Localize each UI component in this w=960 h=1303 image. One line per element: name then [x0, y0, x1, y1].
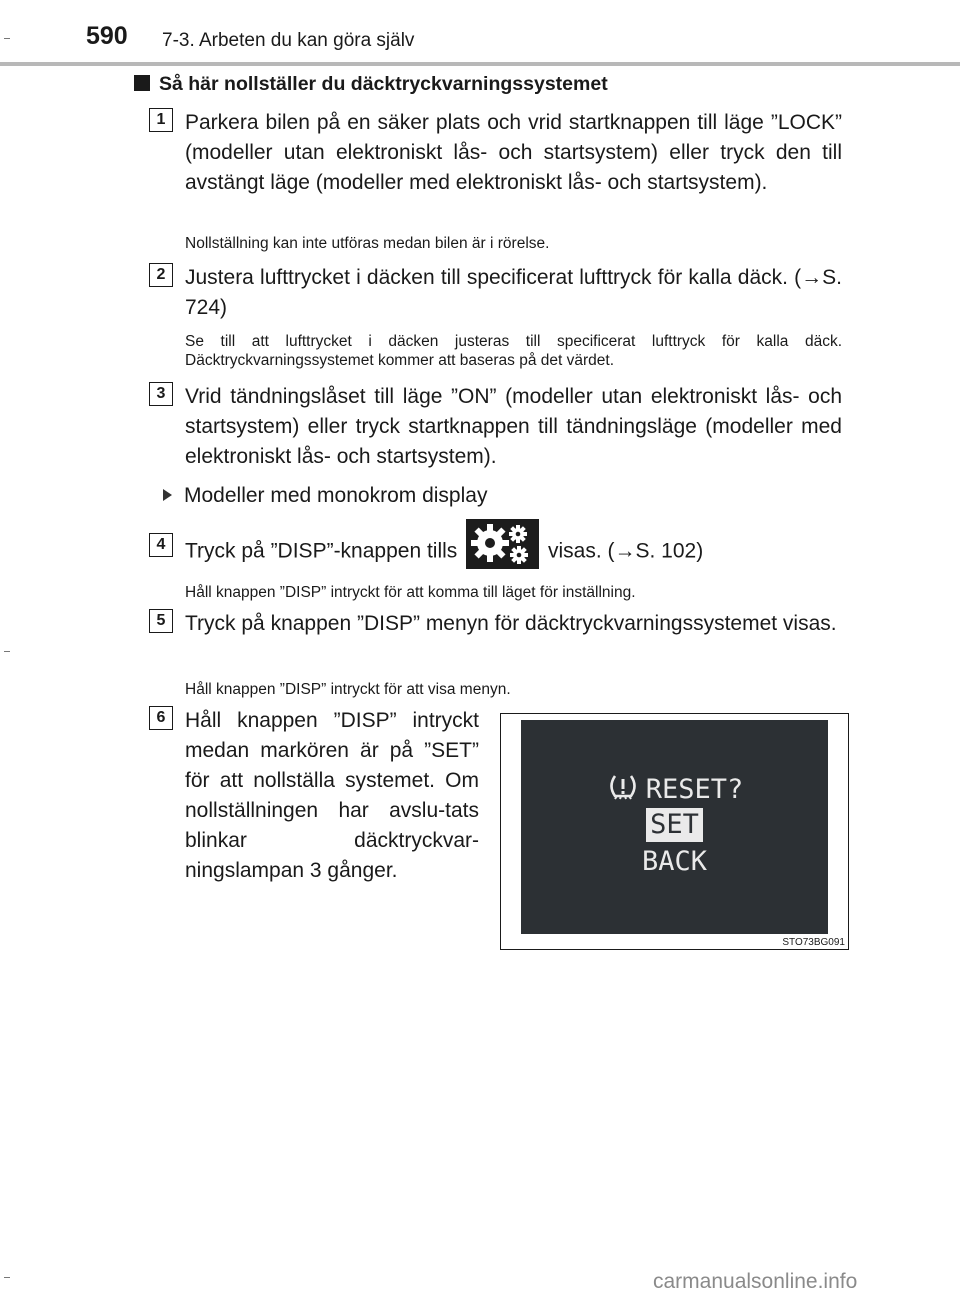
lcd-back-option: BACK [641, 846, 708, 877]
heading-text: Så här nollställer du däcktryckvarningssystemet [159, 73, 608, 95]
step-5-text: Tryck på knappen ”DISP” menyn för däcktryckvarningssystemet visas. [185, 612, 837, 635]
lcd-reset-line [521, 772, 828, 805]
step-number-3: 3 [149, 382, 173, 406]
step-3-text: Vrid tändningslåset till läge ”ON” (modeller utan elektroniskt lås- och startsystem) eller tryck startknappen till tändningsläge (modeller med elektroniskt lås- och startsystem). [185, 385, 842, 468]
subsection-heading [163, 481, 487, 511]
step-4-text [185, 533, 842, 571]
step-1-text: Parkera bilen på en säker plats och vrid startknappen till läge ”LOCK” (modeller utan elektroniskt lås- och startsystem) eller tryck den till avstängt läge (modeller med elektroniskt lås- och startsystem). [185, 111, 842, 194]
step-6-text: Håll knappen ”DISP” intryckt medan markören är på ”SET” för att nollställa systemet. Om nollställningen har avslu-tats blinkar däcktryckvar-ningslampan 3 gånger. [185, 709, 479, 882]
square-bullet-icon [134, 75, 150, 91]
subsection-text: Modeller med monokrom display [184, 484, 488, 507]
step-4-note: Håll knappen ”DISP” intryckt för att komma till läget för inställning. [185, 584, 636, 601]
crop-mark [4, 1277, 10, 1278]
step-number-4: 4 [149, 533, 173, 557]
tire-pressure-warning-icon [606, 772, 640, 802]
step-number-6: 6 [149, 706, 173, 730]
step-number-1: 1 [149, 108, 173, 132]
triangle-bullet-icon [163, 489, 172, 501]
watermark: carmanualsonline.info [653, 1270, 858, 1293]
header-rule [0, 62, 960, 66]
step-5-note: Håll knappen ”DISP” intryckt för att visa menyn. [185, 681, 511, 698]
lcd-reset-text: RESET? [645, 774, 744, 805]
figure-code: STO73BG091 [782, 937, 845, 948]
step-2-text: Justera lufttrycket i däcken till specificerat lufttryck för kalla däck. (→S. 724) [185, 266, 842, 319]
step-number-5: 5 [149, 609, 173, 633]
display-illustration [500, 713, 849, 950]
step-1-note: Nollställning kan inte utföras medan bilen är i rörelse. [185, 235, 550, 252]
lcd-screen [521, 720, 828, 934]
lcd-set-option: SET [646, 808, 703, 842]
lcd-set-line [521, 808, 828, 842]
crop-mark [4, 651, 10, 652]
step-4-text-after: visas. (→S. 102) [548, 539, 704, 563]
section-heading [134, 73, 608, 96]
gears-icon [466, 519, 539, 569]
step-4-text-before: Tryck på ”DISP”-knappen tills [185, 539, 458, 563]
section-title: 7-3. Arbeten du kan göra själv [162, 30, 415, 51]
page-number: 590 [86, 22, 128, 50]
step-2-note: Se till att lufttrycket i däcken justeras till specificerat lufttryck för kalla däck. Däcktryckvarningssystemet kommer att baseras på det värdet. [185, 333, 842, 369]
step-number-2: 2 [149, 263, 173, 287]
crop-mark [4, 38, 10, 39]
